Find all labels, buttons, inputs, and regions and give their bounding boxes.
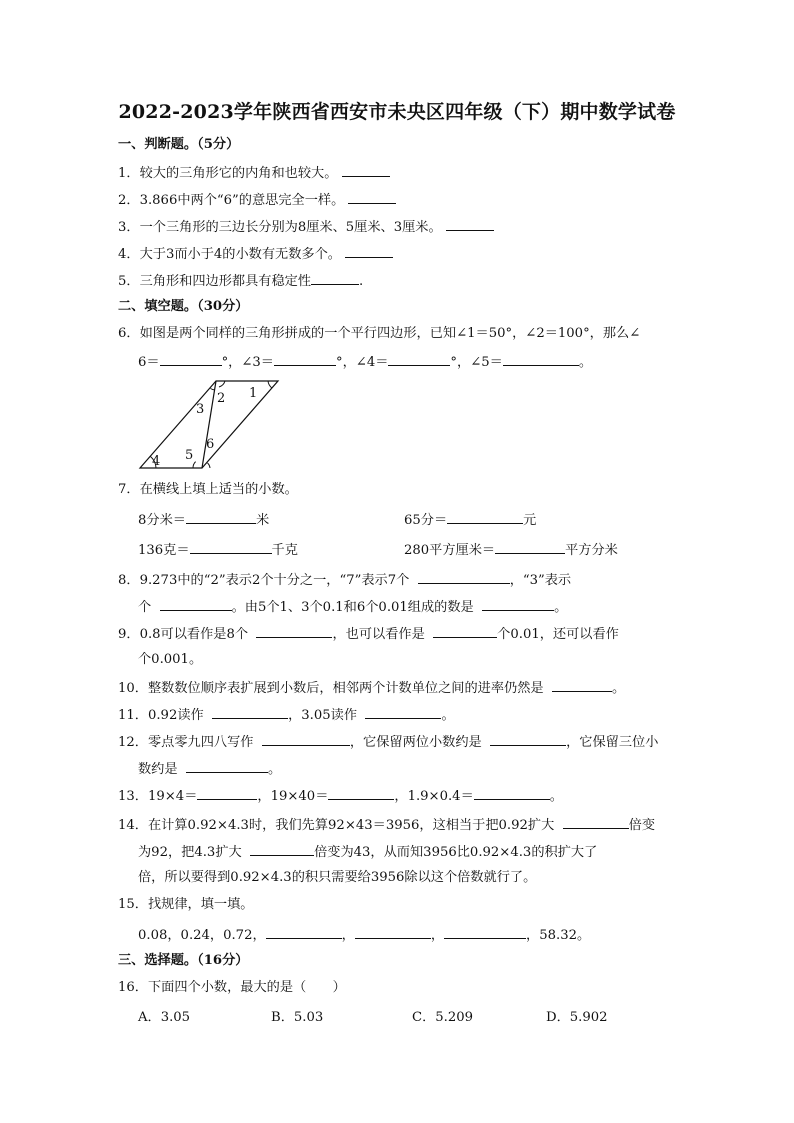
parallelogram-figure xyxy=(136,375,284,473)
answer-blank[interactable] xyxy=(503,352,579,366)
question-1: 1．较大的三角形它的内角和也较大。 xyxy=(118,163,390,183)
answer-blank[interactable] xyxy=(444,925,526,939)
choice-a[interactable]: A．3.05 xyxy=(138,1010,191,1025)
question-5: 5．三角形和四边形都具有稳定性 . xyxy=(118,271,363,291)
question-15: 15．找规律，填一填。 xyxy=(118,897,254,912)
answer-blank[interactable] xyxy=(328,786,394,800)
answer-blank[interactable] xyxy=(474,786,550,800)
answer-blank[interactable] xyxy=(250,842,314,856)
choice-b[interactable]: B．5.03 xyxy=(271,1010,324,1025)
answer-blank[interactable] xyxy=(552,678,612,692)
answer-blank[interactable] xyxy=(388,352,450,366)
question-7: 7．在横线上填上适当的小数。 xyxy=(118,482,298,497)
answer-blank[interactable] xyxy=(447,510,523,524)
question-6-line-2: 6＝ °，∠3＝ °，∠4＝ °，∠5＝ 。 xyxy=(138,352,592,372)
answer-blank[interactable] xyxy=(186,510,256,524)
question-7c: 136克＝ 千克 xyxy=(138,540,298,560)
answer-blank[interactable] xyxy=(365,705,441,719)
question-14-line-2: 为92，把4.3扩大 倍变为43，从而知3956比0.92×4.3的积扩大了 xyxy=(138,842,597,862)
answer-blank[interactable] xyxy=(345,244,393,258)
answer-blank[interactable] xyxy=(274,352,336,366)
answer-blank[interactable] xyxy=(186,759,268,773)
question-3: 3．一个三角形的三边长分别为8厘米、5厘米、3厘米。 xyxy=(118,217,494,237)
question-14-line-3: 倍，所以要得到0.92×4.3的积只需要给3956除以这个倍数就行了。 xyxy=(138,870,537,885)
question-11: 11．0.92读作 ，3.05读作 。 xyxy=(118,705,455,725)
answer-blank[interactable] xyxy=(342,163,390,177)
answer-blank[interactable] xyxy=(418,570,510,584)
question-8-line-1: 8．9.273中的“2”表示2个十分之一，“7”表示7个 ，“3”表示 xyxy=(118,570,571,590)
answer-blank[interactable] xyxy=(490,732,566,746)
page-title: 2022-2023学年陕西省西安市未央区四年级（下）期中数学试卷 xyxy=(118,101,676,123)
answer-blank[interactable] xyxy=(446,217,494,231)
answer-blank[interactable] xyxy=(190,540,272,554)
question-14-line-1: 14．在计算0.92×4.3时，我们先算92×43＝3956，这相当于把0.92扩大 倍变 xyxy=(118,815,655,835)
answer-blank[interactable] xyxy=(197,786,257,800)
question-16: 16．下面四个小数，最大的是（ ） xyxy=(118,980,346,995)
answer-blank[interactable] xyxy=(262,732,350,746)
answer-blank[interactable] xyxy=(433,624,497,638)
question-6-line-1: 6．如图是两个同样的三角形拼成的一个平行四边形，已知∠1＝50°，∠2＝100°，那么∠ xyxy=(118,326,641,341)
question-7b: 65分＝ 元 xyxy=(404,510,536,530)
choice-d[interactable]: D．5.902 xyxy=(546,1010,608,1025)
answer-blank[interactable] xyxy=(256,624,332,638)
question-9-line-1: 9．0.8可以看作是8个 ，也可以看作是 个0.01，还可以看作 xyxy=(118,624,619,644)
angle-label-2: 2 xyxy=(217,391,226,406)
question-7d: 280平方厘米＝ 平方分米 xyxy=(404,540,618,560)
answer-blank[interactable] xyxy=(348,190,396,204)
answer-blank[interactable] xyxy=(160,352,222,366)
question-15-sequence: 0.08，0.24，0.72， ， ， ，58.32。 xyxy=(138,925,590,945)
section-heading-fill-in: 二、填空题。（30分） xyxy=(118,299,249,314)
section-heading-judgement: 一、判断题。（5分） xyxy=(118,137,240,152)
section-heading-choice: 三、选择题。（16分） xyxy=(118,953,249,968)
question-10: 10．整数数位顺序表扩展到小数后，相邻两个计数单位之间的进率仍然是 。 xyxy=(118,678,625,698)
question-8-line-2: 个 。由5个1、3个0.1和6个0.01组成的数是 。 xyxy=(138,597,567,617)
answer-blank[interactable] xyxy=(266,925,342,939)
answer-blank[interactable] xyxy=(482,597,554,611)
question-13: 13．19×4＝ ，19×40＝ ，1.9×0.4＝ 。 xyxy=(118,786,563,806)
angle-label-4: 4 xyxy=(152,454,161,469)
question-7a: 8分米＝ 米 xyxy=(138,510,269,530)
question-9-line-2: 个0.001。 xyxy=(138,652,203,667)
answer-blank[interactable] xyxy=(355,925,431,939)
answer-blank[interactable] xyxy=(311,271,359,285)
question-4: 4．大于3而小于4的小数有无数多个。 xyxy=(118,244,393,264)
angle-label-5: 5 xyxy=(185,448,194,463)
answer-blank[interactable] xyxy=(160,597,232,611)
answer-blank[interactable] xyxy=(212,705,288,719)
angle-label-6: 6 xyxy=(206,437,215,452)
question-12-line-2: 数约是 。 xyxy=(138,759,281,779)
answer-blank[interactable] xyxy=(495,540,565,554)
answer-blank[interactable] xyxy=(563,815,629,829)
question-12-line-1: 12．零点零九四八写作 ，它保留两位小数约是 ，它保留三位小 xyxy=(118,732,658,752)
choice-c[interactable]: C．5.209 xyxy=(412,1010,474,1025)
parallelogram-diagram xyxy=(136,375,284,473)
angle-label-3: 3 xyxy=(196,402,205,417)
question-2: 2．3.866中两个“6”的意思完全一样。 xyxy=(118,190,396,210)
angle-label-1: 1 xyxy=(249,386,258,401)
